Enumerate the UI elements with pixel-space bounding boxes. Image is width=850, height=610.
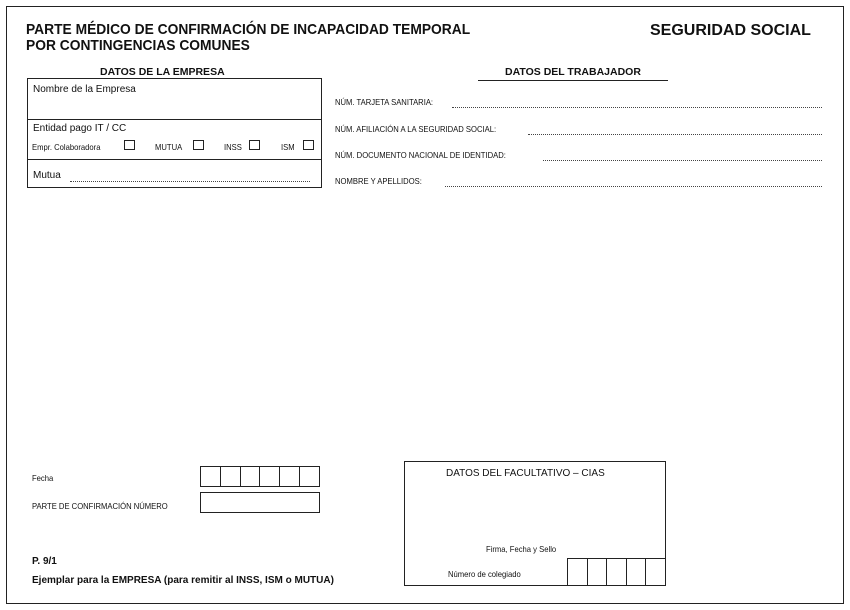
dni-label: NÚM. DOCUMENTO NACIONAL DE IDENTIDAD: [335,150,506,160]
company-divider-2 [28,159,321,160]
mutua-input-line[interactable] [70,181,310,182]
social-security-input-line[interactable] [528,134,822,135]
dni-input-line[interactable] [543,160,822,161]
signature-label: Firma, Fecha y Sello [486,544,557,554]
option-label-mutua: MUTUA [155,142,183,152]
company-name-label: Nombre de la Empresa [33,84,136,95]
worker-heading: DATOS DEL TRABAJADOR [505,66,641,78]
confirmation-number-field[interactable] [200,492,320,513]
mutua-label: Mutua [33,170,61,181]
doctor-box [404,461,666,586]
company-divider-1 [28,119,321,120]
option-label-collaborator: Empr. Colaboradora [32,142,101,152]
collegiate-number-cells[interactable] [567,558,666,586]
copy-destination-note: Ejemplar para la EMPRESA (para remitir al INSS, ISM o MUTUA) [32,575,334,586]
checkbox-mutua[interactable] [193,140,204,150]
checkbox-collaborator[interactable] [124,140,135,150]
option-label-inss: INSS [224,142,242,152]
checkbox-inss[interactable] [249,140,260,150]
form-title [26,22,470,54]
form-title-line2: POR CONTINGENCIAS COMUNES [26,37,250,54]
option-label-ism: ISM [281,142,295,152]
company-heading: DATOS DE LA EMPRESA [100,66,225,78]
worker-heading-rule [478,80,668,81]
date-label: Fecha [32,473,54,483]
checkbox-ism[interactable] [303,140,314,150]
social-security-label: NÚM. AFILIACIÓN A LA SEGURIDAD SOCIAL: [335,124,497,134]
form-code: P. 9/1 [32,556,57,567]
doctor-heading: DATOS DEL FACULTATIVO – CIAS [446,468,605,479]
full-name-input-line[interactable] [445,186,822,187]
company-box [27,78,322,188]
payment-entity-label: Entidad pago IT / CC [33,123,127,134]
date-cells[interactable] [200,466,320,487]
agency-name: SEGURIDAD SOCIAL [650,22,811,39]
collegiate-number-label: Número de colegiado [448,569,521,579]
health-card-label: NÚM. TARJETA SANITARIA: [335,97,434,107]
full-name-label: NOMBRE Y APELLIDOS: [335,176,422,186]
form-title-line1: PARTE MÉDICO DE CONFIRMACIÓN DE INCAPACIDAD TEMPORAL [26,21,471,38]
confirmation-number-label: PARTE DE CONFIRMACIÓN NÚMERO [32,501,168,511]
health-card-input-line[interactable] [452,107,822,108]
